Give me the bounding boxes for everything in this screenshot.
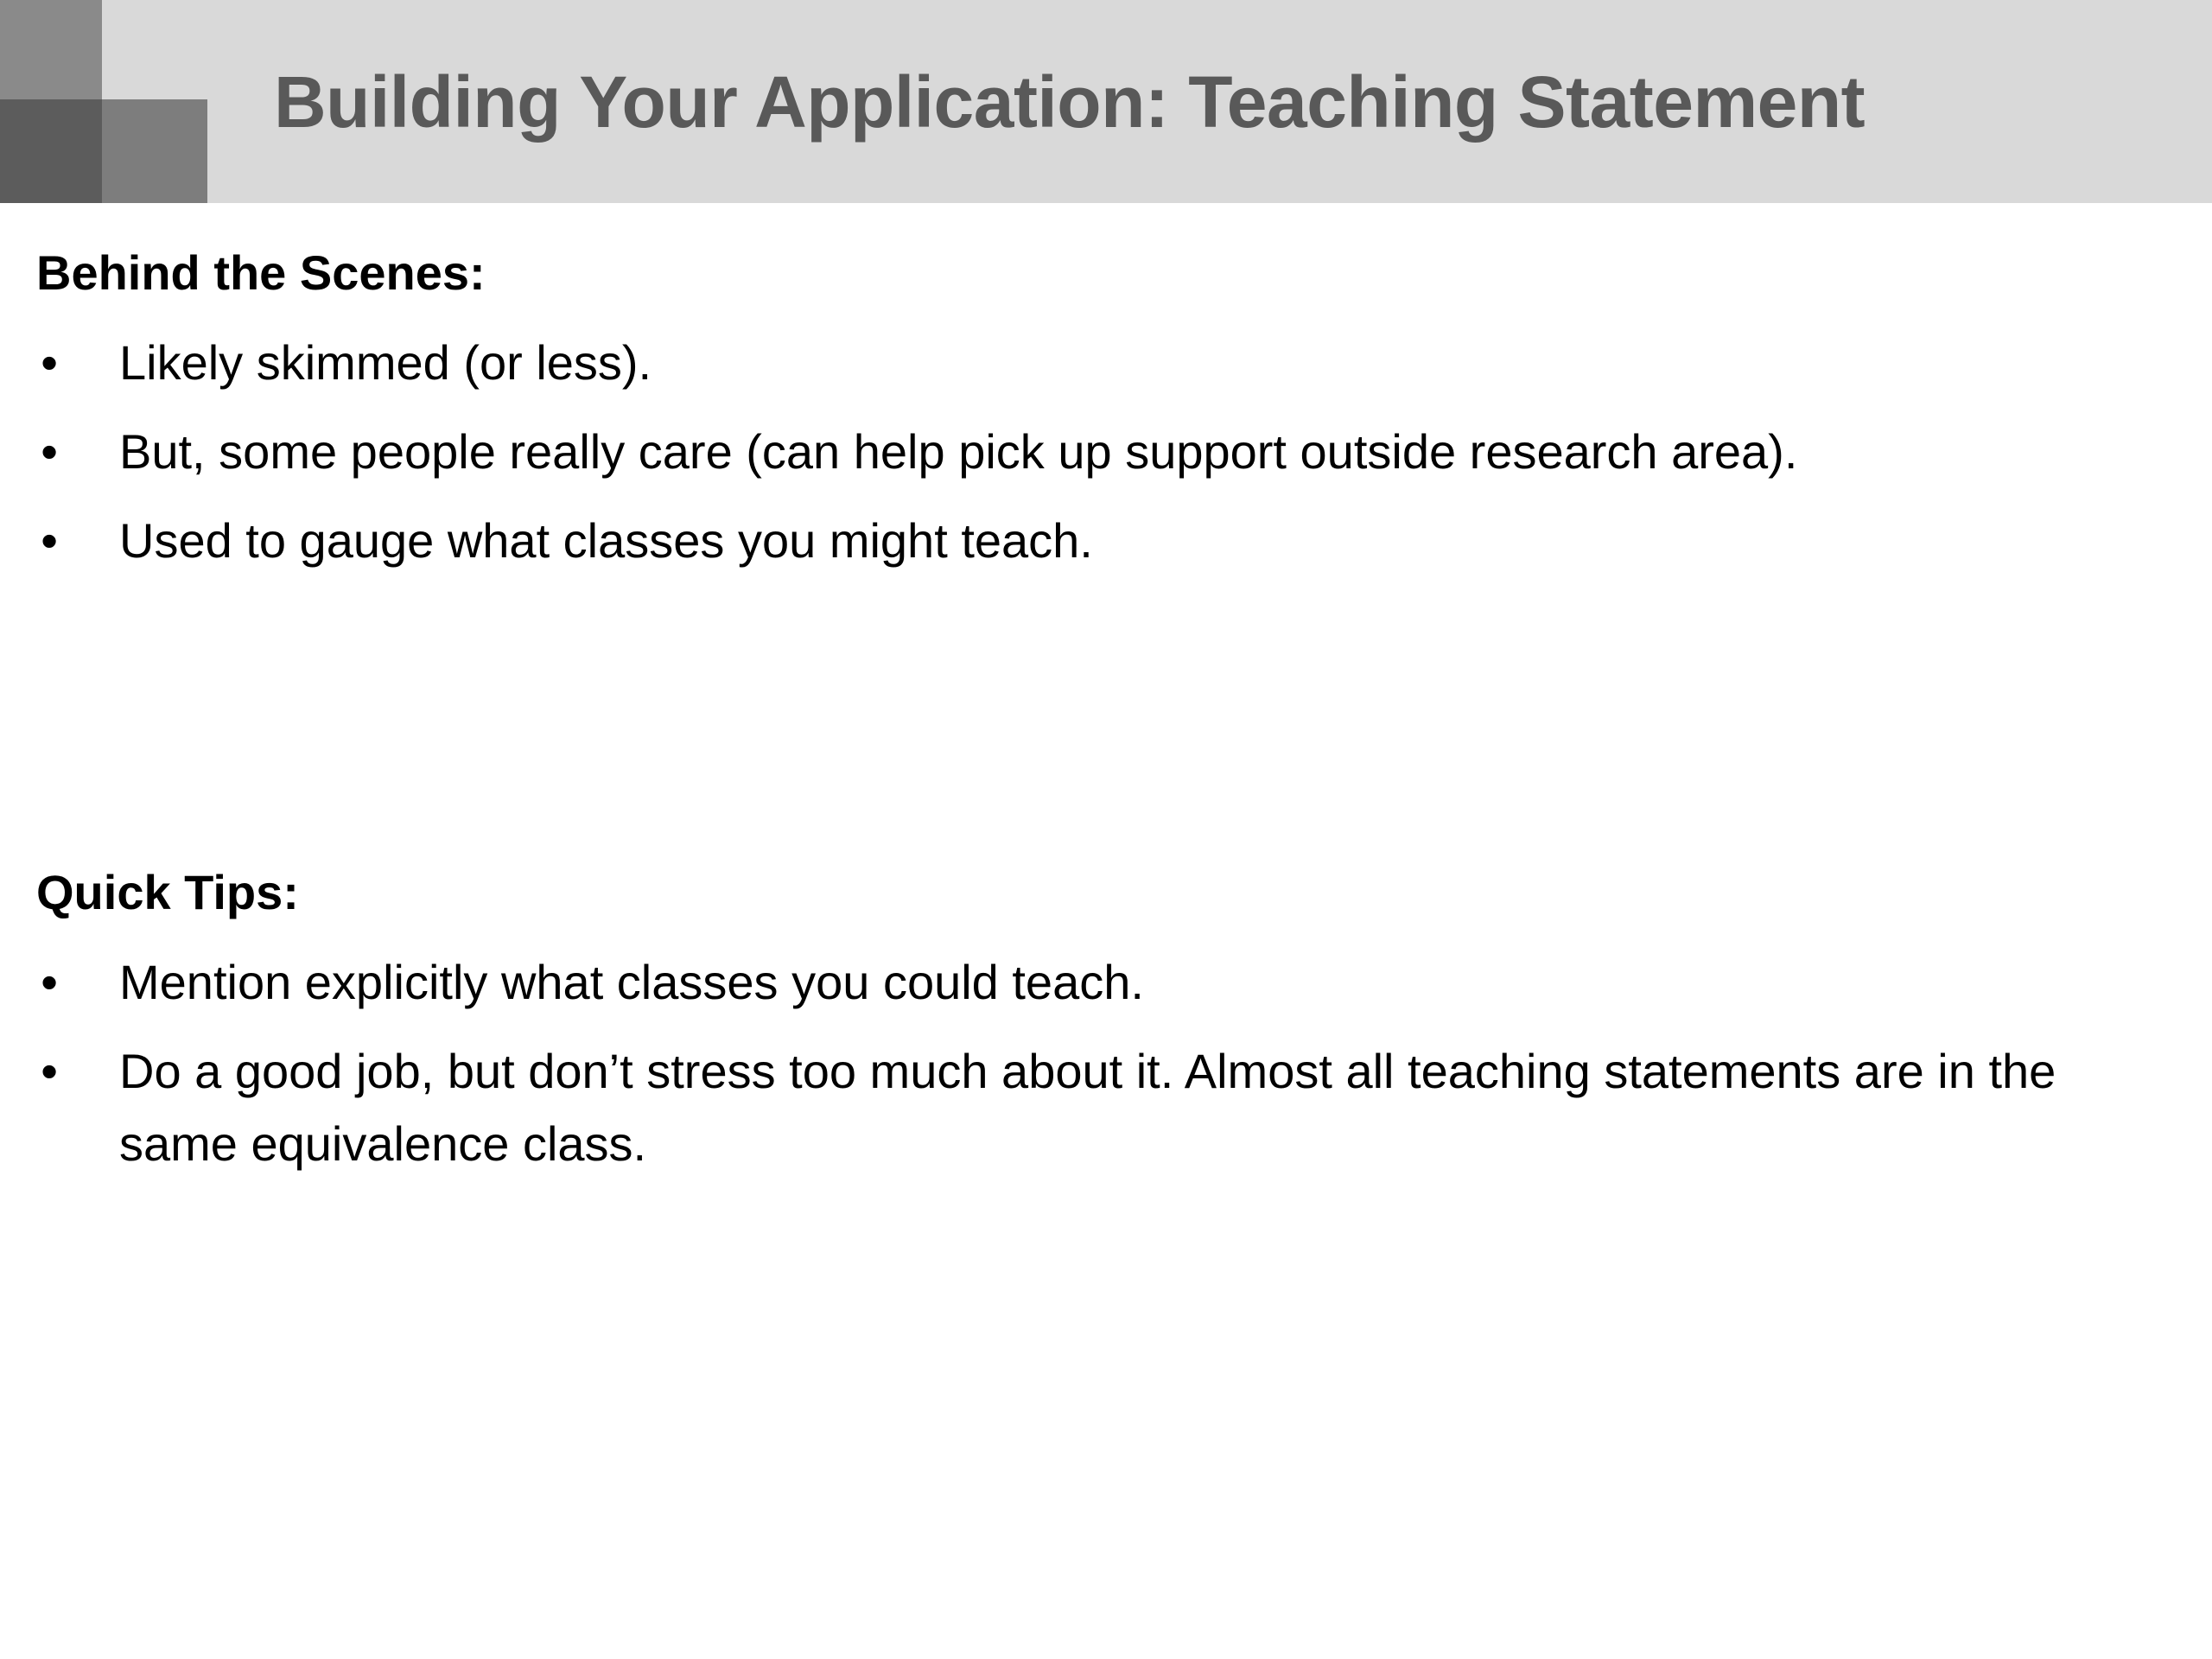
bullet-item	[36, 946, 2171, 1019]
section-behind-the-scenes	[36, 238, 2171, 594]
bullet-item	[36, 1035, 2171, 1180]
bullet-list	[36, 327, 2171, 577]
section-heading: Quick Tips:	[36, 865, 299, 919]
bullet-text: Used to gauge what classes you might teach.	[119, 513, 1093, 568]
decorative-square-bottom-right	[102, 99, 207, 203]
bullet-item	[36, 327, 2171, 399]
bullet-dot: •	[41, 513, 58, 568]
bullet-text: Mention explicitly what classes you could teach.	[119, 955, 1144, 1009]
section-heading: Behind the Scenes:	[36, 245, 486, 300]
bullet-dot: •	[41, 335, 58, 390]
bullet-item	[36, 416, 2171, 488]
section-quick-tips	[36, 858, 2171, 1197]
bullet-list	[36, 946, 2171, 1180]
bullet-text: But, some people really care (can help pick up support outside research area).	[119, 424, 1798, 479]
bullet-dot: •	[41, 955, 58, 1009]
bullet-item	[36, 505, 2171, 577]
bullet-text: Do a good job, but don’t stress too much about it. Almost all teaching statements are in the same equivalence class.	[119, 1044, 2056, 1171]
decorative-square-bottom-left	[0, 99, 102, 203]
slide-title: Building Your Application: Teaching Statement	[274, 61, 1866, 143]
bullet-text: Likely skimmed (or less).	[119, 335, 652, 390]
decorative-square-top	[0, 0, 102, 99]
title-band	[0, 0, 2212, 203]
bullet-dot: •	[41, 424, 58, 479]
bullet-dot: •	[41, 1044, 58, 1098]
